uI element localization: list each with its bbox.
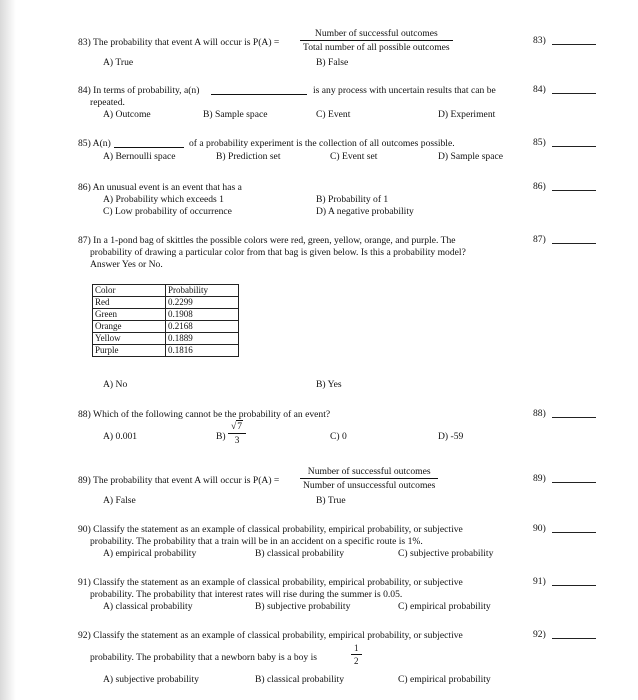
question-84-stem-line2: repeated. (90, 97, 125, 108)
question-92-fraction (351, 643, 362, 667)
question-92-stem-line2: probability. The probability that a newborn baby is a boy is (90, 652, 318, 663)
question-91-option-b[interactable]: B) subjective probability (255, 601, 351, 612)
question-88-option-b-radicand: 7 (237, 421, 243, 432)
question-91-answer-blank[interactable] (552, 585, 596, 586)
question-91-answer-label: 91) (533, 576, 546, 587)
question-91-stem-line1: 91) Classify the statement as an example of classical probability, empirical probability, or subjective (78, 577, 463, 588)
question-92-frac-denominator: 2 (354, 656, 359, 667)
question-88-option-b-numerator (228, 421, 246, 434)
question-84-answer-blank[interactable] (552, 93, 596, 94)
table-row (93, 345, 239, 357)
question-87-answer-blank[interactable] (552, 243, 596, 244)
question-86-option-c[interactable]: C) Low probability of occurrence (103, 206, 232, 217)
question-87-stem-line1: 87) In a 1-pond bag of skittles the possible colors were red, green, yellow, orange, and purple. The (78, 235, 456, 246)
question-85-stem-end: of a probability experiment is the collection of all outcomes possible. (189, 138, 455, 149)
question-91-option-c[interactable]: C) empirical probability (398, 601, 491, 612)
question-89-fraction (300, 466, 438, 491)
question-85-fill-blank (114, 138, 184, 148)
question-92-option-b[interactable]: B) classical probability (255, 674, 344, 685)
question-84-option-c[interactable]: C) Event (316, 109, 351, 120)
table-header-cell: Probability (166, 285, 239, 297)
table-row (93, 309, 239, 321)
table-header-row (93, 285, 239, 297)
page-left-edge-shadow (0, 0, 16, 700)
question-86-answer-blank[interactable] (552, 190, 596, 191)
question-85-option-c[interactable]: C) Event set (330, 151, 378, 162)
question-89-option-b[interactable]: B) True (316, 495, 346, 506)
question-89-frac-denominator: Number of unsuccessful outcomes (303, 480, 436, 492)
question-92-answer-blank[interactable] (552, 638, 596, 639)
question-83-stem: 83) The probability that event A will occur is P(A) = (78, 37, 280, 48)
question-92-frac-numerator: 1 (351, 643, 362, 655)
question-87-stem-line3: Answer Yes or No. (90, 259, 163, 270)
question-88-stem: 88) Which of the following cannot be the probability of an event? (78, 409, 331, 420)
question-88-option-b-fraction (228, 421, 246, 446)
question-84-stem-start: 84) In terms of probability, a(n) (78, 85, 200, 96)
question-85-option-d[interactable]: D) Sample space (438, 151, 504, 162)
question-92-option-a[interactable]: A) subjective probability (103, 674, 199, 685)
table-row (93, 321, 239, 333)
sqrt-symbol-icon: √7 (231, 421, 243, 432)
question-89-answer-label: 89) (533, 473, 546, 484)
question-83-frac-numerator: Number of successful outcomes (300, 28, 453, 41)
question-89-answer-blank[interactable] (552, 482, 596, 483)
question-85-stem-start: 85) A(n) (78, 138, 111, 149)
question-88-answer-blank[interactable] (552, 417, 596, 418)
table-row (93, 333, 239, 345)
question-89-option-a[interactable]: A) False (103, 495, 136, 506)
table-cell: 0.1816 (166, 345, 239, 357)
table-cell: Red (93, 297, 166, 309)
question-84-fill-blank (211, 85, 307, 95)
question-84-option-a[interactable]: A) Outcome (103, 109, 151, 120)
question-89-stem: 89) The probability that event A will occur is P(A) = (78, 475, 280, 486)
question-83-option-a[interactable]: A) True (103, 57, 134, 68)
question-84-option-d[interactable]: D) Experiment (438, 109, 496, 120)
question-88-option-b-denominator: 3 (234, 435, 240, 447)
question-88-option-d[interactable]: D) -59 (438, 431, 464, 442)
probability-table (92, 284, 239, 357)
table-cell: Purple (93, 345, 166, 357)
question-89-frac-numerator: Number of successful outcomes (300, 466, 438, 479)
question-91-stem-line2: probability. The probability that interest rates will rise during the summer is 0.05. (90, 589, 403, 600)
question-86-option-a[interactable]: A) Probability which exceeds 1 (103, 194, 224, 205)
table-cell: Yellow (93, 333, 166, 345)
table-header-cell: Color (93, 285, 166, 297)
question-85-answer-blank[interactable] (552, 146, 596, 147)
question-84-answer-label: 84) (533, 84, 546, 95)
table-cell: 0.2299 (166, 297, 239, 309)
question-90-option-b[interactable]: B) classical probability (255, 548, 344, 559)
question-84-option-b[interactable]: B) Sample space (203, 109, 268, 120)
question-90-answer-label: 90) (533, 523, 546, 534)
question-83-answer-blank[interactable] (552, 44, 596, 45)
question-85-option-a[interactable]: A) Bernoulli space (103, 151, 176, 162)
question-83-fraction (300, 28, 453, 53)
question-88-option-b-label[interactable]: B) (216, 431, 226, 442)
table-cell: 0.2168 (166, 321, 239, 333)
question-92-option-c[interactable]: C) empirical probability (398, 674, 491, 685)
question-88-option-c[interactable]: C) 0 (330, 431, 347, 442)
question-88-answer-label: 88) (533, 408, 546, 419)
table-cell: 0.1908 (166, 309, 239, 321)
question-86-answer-label: 86) (533, 181, 546, 192)
question-90-option-c[interactable]: C) subjective probability (398, 548, 494, 559)
table-cell: Green (93, 309, 166, 321)
question-87-stem-line2: probability of drawing a particular color from that bag is given below. Is this a probability model? (90, 247, 466, 258)
question-83-frac-denominator: Total number of all possible outcomes (303, 42, 450, 54)
question-86-option-b[interactable]: B) Probability of 1 (316, 194, 389, 205)
question-83-option-b[interactable]: B) False (316, 57, 349, 68)
question-90-stem-line2: probability. The probability that a train will be in an accident on a specific route is 1%. (90, 536, 423, 547)
table-cell: Orange (93, 321, 166, 333)
question-86-stem: 86) An unusual event is an event that has a (78, 182, 242, 193)
question-87-answer-label: 87) (533, 234, 546, 245)
question-84-stem-end: is any process with uncertain results that can be (313, 85, 496, 96)
question-90-option-a[interactable]: A) empirical probability (103, 548, 197, 559)
question-91-option-a[interactable]: A) classical probability (103, 601, 193, 612)
question-90-stem-line1: 90) Classify the statement as an example of classical probability, empirical probability, or subjective (78, 524, 463, 535)
question-88-option-a[interactable]: A) 0.001 (103, 431, 138, 442)
table-cell: 0.1889 (166, 333, 239, 345)
question-90-answer-blank[interactable] (552, 532, 596, 533)
question-87-option-a[interactable]: A) No (103, 379, 128, 390)
question-87-option-b[interactable]: B) Yes (316, 379, 342, 390)
question-92-answer-label: 92) (533, 629, 546, 640)
table-row (93, 297, 239, 309)
question-83-answer-label: 83) (533, 35, 546, 46)
question-86-option-d[interactable]: D) A negative probability (316, 206, 414, 217)
question-85-answer-label: 85) (533, 137, 546, 148)
question-92-stem-line1: 92) Classify the statement as an example of classical probability, empirical probability, or subjective (78, 630, 463, 641)
question-85-option-b[interactable]: B) Prediction set (216, 151, 281, 162)
